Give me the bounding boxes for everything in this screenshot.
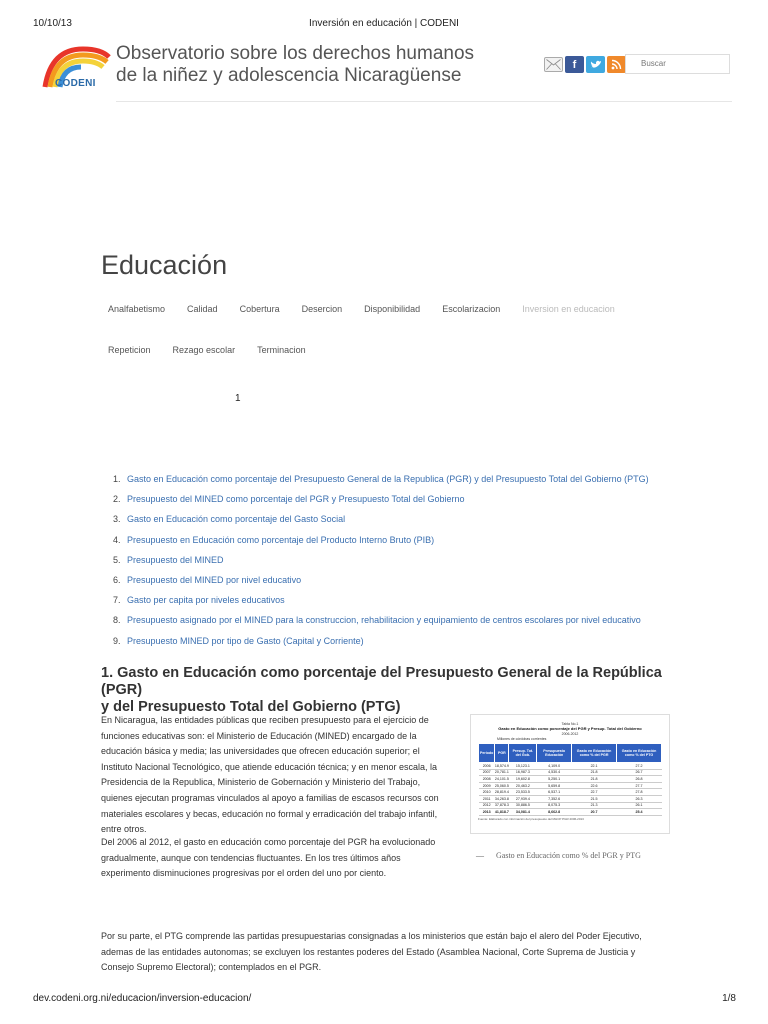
article-paragraph-2 <box>101 835 444 882</box>
toc-number: 4. <box>113 534 121 545</box>
table-cell: 16,987.3 <box>509 769 537 776</box>
site-title-line1: Observatorio sobre los derechos humanos <box>116 43 475 64</box>
table-cell: 22.6 <box>572 782 617 789</box>
figure-label: Tabla No.1 <box>561 722 579 726</box>
column-header: PGR <box>495 744 509 763</box>
article-heading-line2: y del Presupuesto Total del Gobierno (PTG) <box>101 699 401 715</box>
table-cell: 4,109.0 <box>537 763 572 770</box>
article-paragraph-1 <box>101 713 444 838</box>
social-links <box>544 56 626 73</box>
table-cell: 5,659.8 <box>537 782 572 789</box>
table-cell: 5,250.1 <box>537 776 572 783</box>
table-cell: 23,533.5 <box>509 789 537 796</box>
table-cell: 20.7 <box>572 809 617 816</box>
table-cell: 20,781.1 <box>494 770 509 775</box>
text-line: Del 2006 al 2012, el gasto en educación como porcentaje del PGR ha evolucionado <box>101 837 436 847</box>
table-row <box>479 802 662 809</box>
table-cell: 27.8 <box>617 789 662 796</box>
toc-number: 8. <box>113 615 121 626</box>
toc-number: 6. <box>113 574 121 585</box>
toc-link[interactable]: Gasto en Educación como porcentaje del Presupuesto General de la Republica (PGR) y del Presupuesto Total del Gobierno (PTG) <box>127 474 649 484</box>
table-body <box>479 763 662 816</box>
table-cell: 6,537.1 <box>537 789 572 796</box>
column-header: Gasto en Educación como % del PGR <box>572 744 617 763</box>
table-row <box>479 769 662 776</box>
table-cell: 34,081.4 <box>509 809 537 816</box>
figure-source: Fuente: Elaborado con información del presupuesto del MHCP PGR 2006-2013 <box>478 816 584 821</box>
text-line: materiales escolares y becas, educación no formal y erradicación del trabajo infantil, <box>101 808 438 819</box>
toc-link[interactable]: Presupuesto del MINED por nivel educativo <box>127 574 302 585</box>
text-line: funciones educativas son: el Ministerio de Educación (MINED) encargado de la <box>101 730 417 741</box>
table-cell: 26.7 <box>617 769 662 776</box>
table-row <box>479 789 662 796</box>
print-page-number: 1/8 <box>722 993 736 1004</box>
table-header-row <box>479 744 662 763</box>
table-cell: 15,123.1 <box>509 763 537 770</box>
toc-link[interactable]: Gasto en Educación como porcentaje del Gasto Social <box>127 514 346 525</box>
table-cell: 25,060.5 <box>494 783 509 788</box>
table-cell: 21.8 <box>572 769 617 776</box>
table-cell: 7,352.6 <box>537 795 572 802</box>
text-line: experimento disminuciones progresivas por el orden del uno por ciento. <box>101 868 387 879</box>
subnav-row2 <box>108 345 328 355</box>
text-line: gradualmente, aunque con tendencias fluctuantes. En los tres últimos años <box>101 852 401 863</box>
table-cell: 8,075.3 <box>537 802 572 809</box>
table-row <box>479 776 662 783</box>
table-cell: 25.4 <box>617 809 662 816</box>
section-title: Educación <box>101 250 228 280</box>
subnav-row1 <box>108 304 637 314</box>
table-cell: 27,939.4 <box>509 795 537 802</box>
table-cell: 26.3 <box>617 795 662 802</box>
table-cell: 4,530.4 <box>537 769 572 776</box>
table-cell: 22.7 <box>572 789 617 796</box>
text-line: Instituto Nacional Tecnológico, que atiende educación técnica; y en menor escala, la <box>101 761 438 772</box>
search-input[interactable]: Buscar <box>625 54 730 74</box>
table-cell: 22.1 <box>572 763 617 770</box>
text-line: Presidencia de la Republica, Ministerio de Gobernación y Ministerio del Trabajo, <box>101 777 421 788</box>
toc-number: 1. <box>113 474 121 484</box>
toc-item <box>113 636 649 656</box>
toc-link[interactable]: Presupuesto asignado por el MINED para la construccion, rehabilitacion y equipamiento de centros escolares por nivel educativo <box>127 615 641 626</box>
print-date: 10/10/13 <box>33 18 72 29</box>
table-row <box>479 809 662 816</box>
subnav-item-inversion[interactable]: Inversion en educacion <box>522 304 615 314</box>
toc-number: 9. <box>113 635 121 646</box>
table-row <box>479 795 662 802</box>
text-line: Por su parte, el PTG comprende las partidas presupuestarias consignadas a los ministerios que están bajo el alero del Poder Ejecutivo, <box>101 931 642 941</box>
column-header: Gasto en Educación como % del PTG <box>617 744 662 763</box>
toc-number: 2. <box>113 494 121 505</box>
logo-text: CODENI <box>55 78 96 89</box>
table-figure-image[interactable] <box>470 714 670 834</box>
table-cell: 19,602.8 <box>509 776 537 783</box>
subnav-item-repeticion[interactable]: Repeticion <box>108 345 151 355</box>
toc-item <box>113 474 649 494</box>
pagination[interactable]: 1 <box>235 393 241 404</box>
subnav-item-cobertura[interactable]: Cobertura <box>239 304 280 314</box>
toc-item <box>113 615 649 635</box>
table-cell: 2006 <box>479 763 495 770</box>
text-line: Consejo Supremo Electoral); contemplados en el PGR. <box>101 962 322 973</box>
article-heading <box>101 665 676 716</box>
figure-caption: — Gasto en Educación como % del PGR y PTG <box>476 851 641 860</box>
subnav-item-desercion[interactable]: Desercion <box>301 304 343 314</box>
table-cell: 2007 <box>479 769 495 776</box>
table-cell: 26.8 <box>617 776 662 783</box>
figure-title: Gasto en Educación como porcentaje del PGR y Presup. Total del Gobierno <box>498 726 642 731</box>
table-cell: 20,463.2 <box>509 782 537 789</box>
table-cell: 18,574.9 <box>494 763 509 768</box>
toc-link[interactable]: Presupuesto del MINED como porcentaje del PGR y Presupuesto Total del Gobierno <box>127 494 465 505</box>
toc-item <box>113 535 649 555</box>
facebook-icon[interactable]: f <box>565 56 584 73</box>
table-cell: 21.3 <box>572 802 617 809</box>
figure-units: Millones de córdobas corrientes <box>497 737 547 741</box>
header-divider <box>116 101 732 102</box>
column-header: Presup. Tot. del Gob. <box>509 744 537 763</box>
table-row <box>479 763 662 770</box>
table-cell: 2009 <box>479 782 495 789</box>
subnav-item-terminacion[interactable]: Terminacion <box>257 345 306 355</box>
table-cell: 21.8 <box>572 776 617 783</box>
figure-caption-text: Gasto en Educación como % del PGR y PTG <box>496 851 641 860</box>
text-line: quienes ejecutan programas vinculados al apoyo a familias de escasos recursos con <box>101 792 439 803</box>
table-cell: 2010 <box>479 789 495 796</box>
toc-link[interactable]: Presupuesto MINED por tipo de Gasto (Capital y Corriente) <box>127 635 364 646</box>
article-paragraph-3 <box>101 929 669 976</box>
subnav-item-rezago[interactable]: Rezago escolar <box>172 345 236 355</box>
table-cell: 37,878.3 <box>494 803 509 808</box>
text-line: En Nicaragua, las entidades públicas que reciben presupuesto para el ejercicio de <box>101 715 429 725</box>
toc-item <box>113 494 649 514</box>
toc-item <box>113 595 649 615</box>
rss-icon[interactable] <box>607 56 626 73</box>
subnav-item-disponibilidad[interactable]: Disponibilidad <box>364 304 421 314</box>
table-cell: 8,662.8 <box>537 809 572 816</box>
table-cell: 2011 <box>479 795 495 802</box>
mail-icon[interactable] <box>544 57 563 72</box>
table-cell: 28,819.4 <box>494 790 509 795</box>
subnav-item-calidad[interactable]: Calidad <box>187 304 218 314</box>
toc-number: 3. <box>113 514 121 525</box>
toc-item <box>113 575 649 595</box>
table-cell: 34,263.8 <box>494 796 509 801</box>
table-cell: 2012 <box>479 802 495 809</box>
toc-item <box>113 514 649 534</box>
column-header: Presupuesto Educación <box>537 744 572 763</box>
toc-number: 7. <box>113 595 121 606</box>
table-cell: 2008 <box>479 776 495 783</box>
toc-item <box>113 555 649 575</box>
table-row <box>479 782 662 789</box>
site-title-line2: de la niñez y adolescencia Nicaragüense <box>116 65 462 86</box>
figure-years: 2006-2012 <box>561 732 579 736</box>
table-cell: 30,886.5 <box>509 802 537 809</box>
twitter-icon[interactable] <box>586 56 605 73</box>
text-line: educación básica y media; las universidades que ofrecen educación superior; el <box>101 746 420 757</box>
table-cell: 27.7 <box>617 782 662 789</box>
table-cell: 27.2 <box>617 763 662 770</box>
table-cell: 21.5 <box>572 795 617 802</box>
table-cell: 24,101.5 <box>494 776 509 781</box>
column-header: Periodo <box>479 744 495 763</box>
table-cell: 26.1 <box>617 802 662 809</box>
table-of-contents <box>113 474 649 656</box>
article-heading-line1: 1. Gasto en Educación como porcentaje del Presupuesto General de la República (PGR) <box>101 665 662 698</box>
print-footer-url: dev.codeni.org.ni/educacion/inversion-educacion/ <box>33 993 252 1004</box>
text-line: entre otros. <box>101 824 147 835</box>
toc-number: 5. <box>113 554 121 565</box>
text-line: ademas de las entidades autonomas; se excluyen los restantes poderes del Estado (Asamblea Nacional, Corte Suprema de Justicia y <box>101 946 636 957</box>
toc-link[interactable]: Presupuesto en Educación como porcentaje del Producto Interno Bruto (PIB) <box>127 534 435 545</box>
table-cell: 41,818.7 <box>494 809 509 814</box>
subnav-item-escolarizacion[interactable]: Escolarizacion <box>442 304 501 314</box>
print-page-title: Inversión en educación | CODENI <box>309 18 459 29</box>
subnav-item-analfabetismo[interactable]: Analfabetismo <box>108 304 166 314</box>
budget-table <box>478 743 662 816</box>
toc-link[interactable]: Presupuesto del MINED <box>127 554 224 565</box>
table-cell: 2013 <box>479 809 495 816</box>
toc-link[interactable]: Gasto per capita por niveles educativos <box>127 595 285 606</box>
site-title[interactable] <box>116 43 474 87</box>
